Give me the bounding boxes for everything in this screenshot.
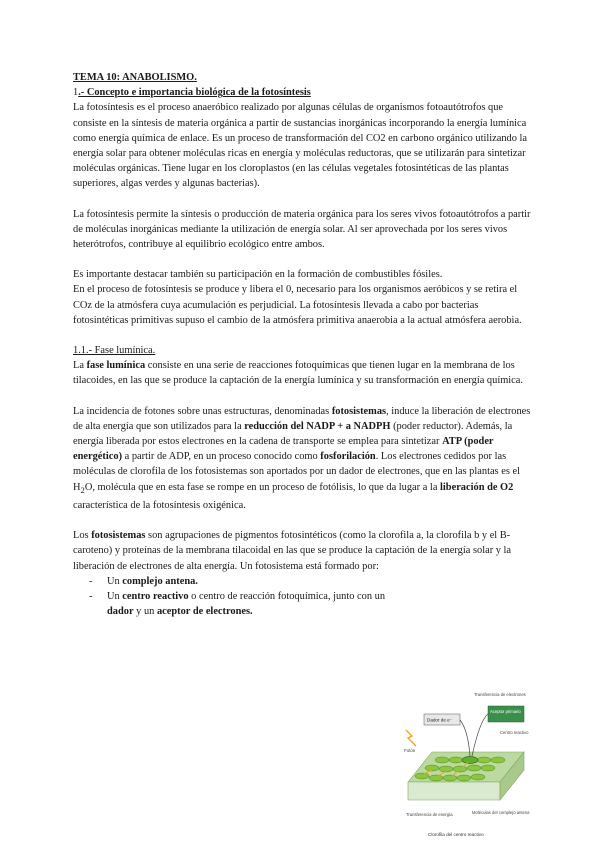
- bold-term: fase lumínica: [86, 360, 146, 372]
- bold-term: liberación de O2: [440, 481, 514, 493]
- photon-icon: [406, 730, 416, 746]
- chlorophyll-disc: [491, 757, 505, 763]
- reaction-center-chlorophyll: [462, 757, 478, 764]
- chlorophyll-disc: [467, 765, 481, 771]
- chlorophyll-disc: [457, 775, 471, 781]
- list-item: - Un complejo antena.: [73, 574, 533, 589]
- chlorophyll-disc: [415, 773, 429, 779]
- paragraph: Los fotosistemas son agrupaciones de pigmentos fotosintéticos (como la clorofila a, la clorofila b y el B-caroteno) y proteínas de la membrana tilacoidal en las que se produce la captación de la energía solar y la liberación de electrones de alta energía. Un fotosistema está formado por:: [73, 530, 512, 572]
- membrane-side: [408, 782, 500, 800]
- label-reaction-center: Centro reactivo: [500, 730, 529, 735]
- chlorophyll-disc: [449, 757, 463, 763]
- photosystem-diagram-svg: [402, 690, 530, 840]
- bold-term: reducción del NADP + a NADPH: [244, 420, 391, 432]
- figure-caption: Clorofila del centro reactivo: [428, 832, 484, 837]
- label-antenna-molecules: Moléculas del complejo antena: [472, 810, 530, 815]
- photosystem-diagram: [402, 690, 530, 840]
- electron-to-acceptor-arrow: [472, 714, 488, 756]
- section-1-heading: [73, 85, 533, 100]
- bold-term: fotosistemas: [331, 405, 387, 417]
- paragraph: La fotosíntesis es el proceso anaeróbico realizado por algunas células de organismos fotoautótrofos que consiste en la síntesis de materia orgánica a partir de sustancias inorgánicas incorporando la energía lumínica como energía química de enlace. Es un proceso de transformación del CO2 en carbono orgánico utilizando la energía solar para obtener moléculas ricas en energía y moléculas reductoras, que se utilizarán para sintetizar moléculas orgánicas. Tiene lugar en los cloroplastos (en las células vegetales fotosintéticas de las plantas superiores, algas verdes y algunas bacterias).: [73, 102, 528, 190]
- paragraph: En el proceso de fotosíntesis se produce y libera el 0, necesario para los organismos aeróbicos y se retira el COz de la atmósfera cuya acumulación es perjudicial. La fotosíntesis llevada a cabo por bacterias fotosintéticas primitivas supuso el cambio de la atmósfera primitiva anaerobia a la actual atmósfera aerobia.: [73, 284, 522, 326]
- paragraph: La incidencia de fotones sobre unas estructuras, denominadas fotosistemas, induce la liberación de electrones de alta energía que son utilizados para la reducción del NADP + a NADPH (poder reductor). Además, la energía liberada por estos electrones en la cadena de transporte se emplea para sintetizar ATP (poder energético) a partir de ADP, en un proceso conocido como fosforilación. Los electrones cedidos por las moléculas de clorofila de los fotosistemas son aportados por un dador de electrones, que en las plantas es el $H_2O$, molécula que en esta fase se rompe en un proceso de fotólisis, lo que da lugar a la liberación de O2 característica de la fotosíntesis oxigénica.: [73, 405, 531, 511]
- document-body: [73, 70, 533, 619]
- electron-from-donor-arrow: [460, 720, 470, 756]
- label-electron-transfer: Transferencia de electrones: [474, 692, 526, 697]
- bold-term: ATP (poder energético): [73, 436, 494, 463]
- chlorophyll-disc: [435, 757, 449, 763]
- label-photon: Fotón: [404, 748, 416, 753]
- paragraph: Es importante destacar también su participación en la formación de combustibles fósiles.: [73, 269, 443, 281]
- component-list: [73, 574, 533, 620]
- chlorophyll-disc: [477, 757, 491, 763]
- section-1-number: 1: [73, 87, 79, 99]
- chlorophyll-disc: [443, 775, 457, 781]
- bold-term: fotosistemas: [91, 530, 146, 542]
- chlorophyll-disc: [453, 766, 467, 772]
- label-donor: Dador de e⁻: [427, 717, 453, 723]
- chlorophyll-disc: [429, 775, 443, 781]
- document-title: TEMA 10: ANABOLISMO.: [73, 72, 197, 83]
- label-acceptor: Aceptor primario: [490, 709, 521, 714]
- label-energy-transfer: Transferencia de energía: [406, 812, 453, 817]
- section-1-1-heading: 1.1.- Fase lumínica.: [73, 345, 156, 357]
- paragraph: La fotosíntesis permite la síntesis o producción de materia orgánica para los seres vivos fotoautótrofos a partir de moléculas inorgánicas mediante la utilización de energía solar. Al ser aprovechada por los seres vivos heterótrofos, contribuye al equilibrio ecológico entre ambos.: [73, 208, 531, 251]
- section-1-title: .- Concepto e importancia biológica de la fotosíntesis: [78, 87, 311, 99]
- chlorophyll-disc: [471, 774, 485, 780]
- list-item: - Un centro reactivo o centro de reacción fotoquímica, junto con un dador y un aceptor de electrones.: [73, 589, 407, 619]
- bold-term: fosforilación: [320, 451, 376, 463]
- paragraph: La fase lumínica consiste en una serie de reacciones fotoquímicas que tienen lugar en la membrana de los tilacoides, en las que se produce la captación de la energía lumínica y su transformación en energía química.: [73, 360, 523, 387]
- chlorophyll-disc: [481, 765, 495, 771]
